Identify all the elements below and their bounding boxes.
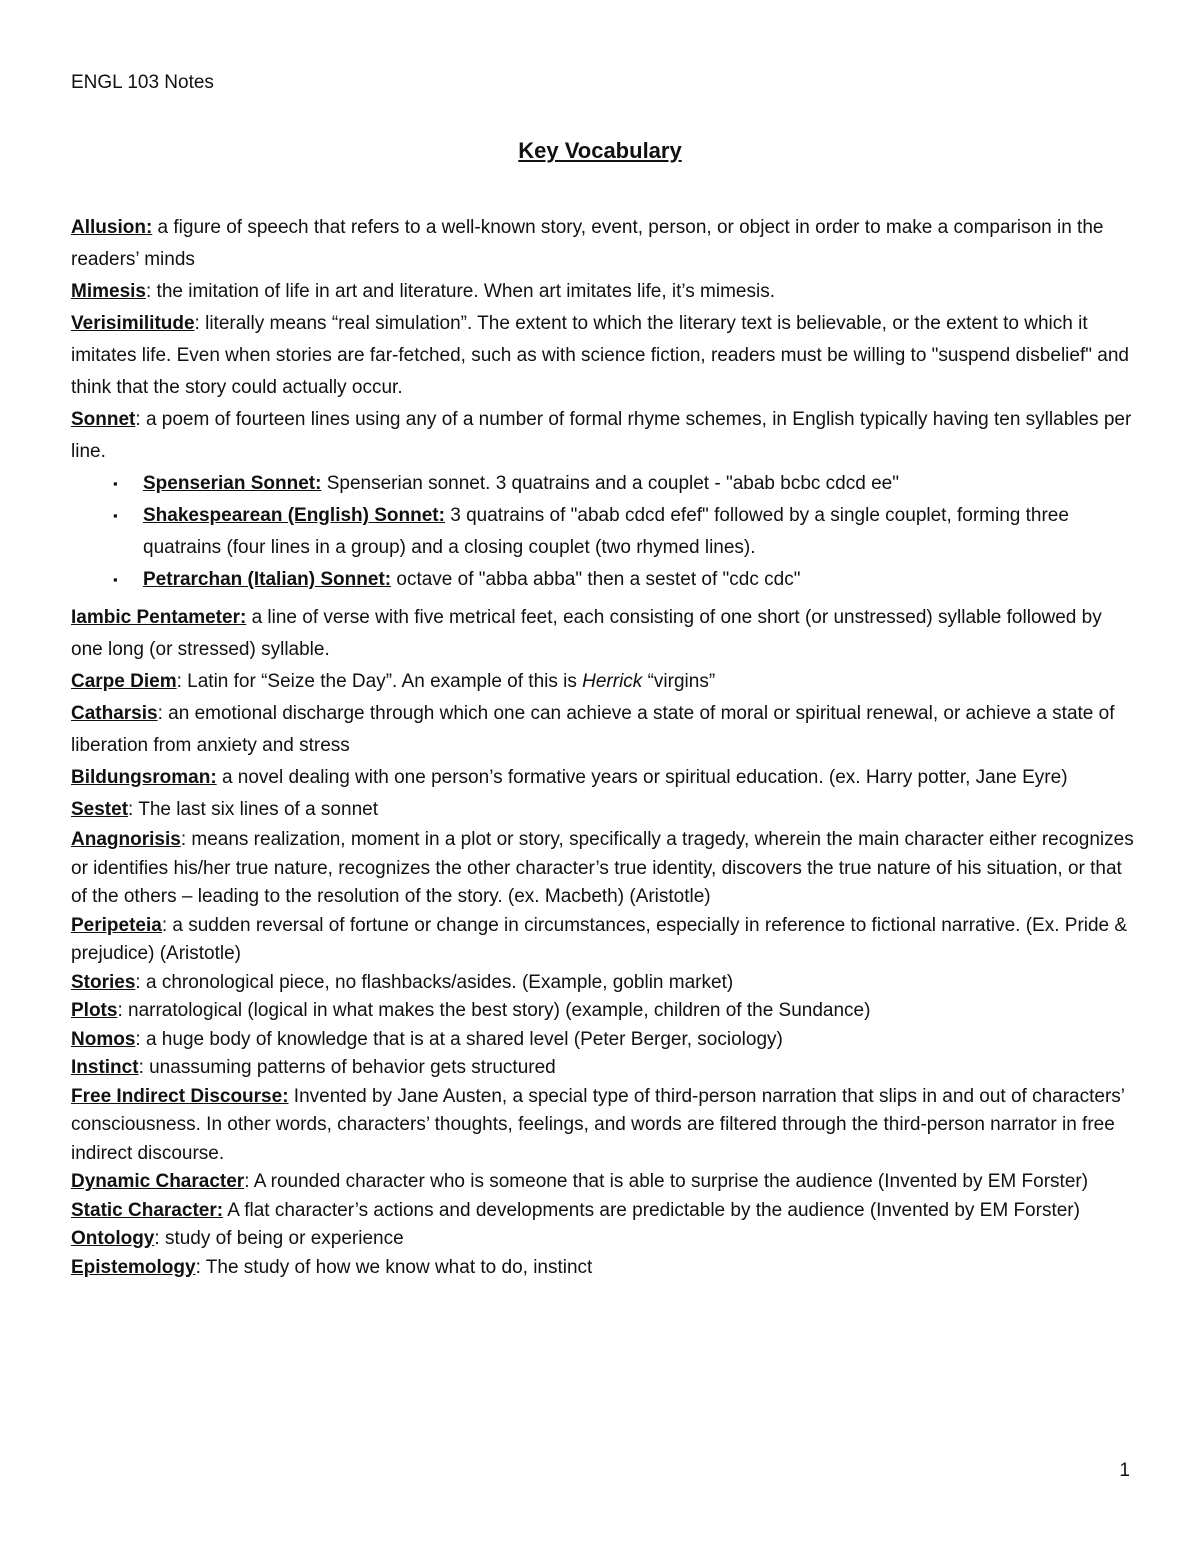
vocab-definition: Invented by Jane Austen, a special type of third-person narration that slips in and out of characters’ consciousness. In other words, characters’ thoughts, feelings, and words are filtered through the third-person narrator in free indirect discourse. bbox=[71, 1085, 1125, 1164]
vocab-entry-sestet bbox=[71, 794, 1136, 826]
vocab-entry-bildungsroman bbox=[71, 762, 1136, 794]
vocab-entry-instinct bbox=[71, 1054, 1136, 1083]
vocabulary-list bbox=[71, 212, 1136, 1282]
list-item bbox=[113, 500, 1136, 564]
vocab-entry-dynamic-character bbox=[71, 1168, 1136, 1197]
sonnet-types-list bbox=[71, 468, 1136, 596]
vocab-term: Ontology bbox=[71, 1228, 155, 1249]
vocab-definition: : Latin for “Seize the Day”. An example of this is bbox=[176, 671, 583, 692]
vocab-term: Allusion: bbox=[71, 217, 153, 238]
vocab-term: Peripeteia bbox=[71, 914, 162, 936]
vocab-definition: : A rounded character who is someone that is able to surprise the audience (Invented by EM Forster) bbox=[244, 1171, 1089, 1192]
vocab-definition: : The last six lines of a sonnet bbox=[128, 799, 378, 820]
vocab-entry-mimesis bbox=[71, 276, 1136, 308]
vocab-entry-anagnorisis bbox=[71, 826, 1136, 912]
vocab-term: Carpe Diem bbox=[71, 671, 177, 692]
vocab-entry-iambic-pentameter bbox=[71, 602, 1136, 666]
vocab-definition: A flat character’s actions and developments are predictable by the audience (Invented by EM Forster) bbox=[223, 1199, 1080, 1221]
vocab-term: Epistemology bbox=[71, 1256, 196, 1278]
square-bullet-icon: ▪ bbox=[113, 476, 118, 491]
vocab-term: Anagnorisis bbox=[71, 829, 181, 850]
vocab-definition: : the imitation of life in art and literature. When art imitates life, it’s mimesis. bbox=[145, 281, 775, 302]
vocab-entry-carpe-diem bbox=[71, 666, 1136, 698]
vocab-entry-static-character bbox=[71, 1197, 1136, 1226]
vocab-term: Spenserian Sonnet: bbox=[143, 473, 322, 494]
vocab-entry-sonnet bbox=[71, 404, 1136, 468]
page-title: Key Vocabulary bbox=[518, 138, 682, 163]
vocab-entry-ontology bbox=[71, 1225, 1136, 1254]
vocab-definition: : study of being or experience bbox=[154, 1228, 404, 1249]
list-item bbox=[113, 564, 1136, 596]
vocab-term: Dynamic Character bbox=[71, 1171, 245, 1192]
vocab-definition: : narratological (logical in what makes the best story) (example, children of the Sundance) bbox=[117, 1000, 871, 1021]
vocab-definition: 3 quatrains of "abab cdcd efef" followed by a single couplet, forming three quatrains (four lines in a group) and a closing couplet (two rhymed lines). bbox=[143, 505, 1069, 558]
vocab-entry-allusion bbox=[71, 212, 1136, 276]
vocab-term: Petrarchan (Italian) Sonnet: bbox=[143, 569, 392, 590]
square-bullet-icon: ▪ bbox=[113, 572, 118, 587]
vocab-definition: octave of "abba abba" then a sestet of "cdc cdc" bbox=[391, 569, 801, 590]
vocab-term: Shakespearean (English) Sonnet: bbox=[143, 505, 445, 526]
vocab-entry-verisimilitude bbox=[71, 308, 1136, 404]
vocab-term: Static Character: bbox=[71, 1199, 224, 1221]
vocab-definition: Spenserian sonnet. 3 quatrains and a couplet - "abab bcbc cdcd ee" bbox=[321, 473, 899, 494]
vocab-term: Plots bbox=[71, 1000, 118, 1021]
vocab-definition: : an emotional discharge through which one can achieve a state of moral or spiritual renewal, or achieve a state of liberation from anxiety and stress bbox=[71, 703, 1115, 756]
document-header: ENGL 103 Notes bbox=[71, 72, 214, 93]
vocab-term: Catharsis bbox=[71, 703, 158, 724]
vocab-term: Sonnet bbox=[71, 409, 136, 430]
vocab-definition: : a poem of fourteen lines using any of a number of formal rhyme schemes, in English typically having ten syllables per line. bbox=[71, 409, 1132, 462]
vocab-term: Instinct bbox=[71, 1057, 139, 1078]
vocab-entry-plots bbox=[71, 997, 1136, 1026]
vocab-term: Mimesis bbox=[71, 281, 146, 302]
vocab-entry-nomos bbox=[71, 1026, 1136, 1055]
vocab-definition: : The study of how we know what to do, instinct bbox=[195, 1256, 593, 1278]
vocab-definition: : a huge body of knowledge that is at a shared level (Peter Berger, sociology) bbox=[135, 1028, 783, 1050]
vocab-italic-author: Herrick bbox=[582, 671, 643, 692]
vocab-entry-stories bbox=[71, 969, 1136, 998]
vocab-term: Free Indirect Discourse: bbox=[71, 1085, 289, 1107]
vocab-entry-peripeteia bbox=[71, 912, 1136, 969]
vocab-definition: : means realization, moment in a plot or story, specifically a tragedy, wherein the main character either recognizes or identifies his/her true nature, recognizes the other character’s true identity, discovers the true nature of his situation, or that of the others – leading to the resolution of the story. (ex. Macbeth) (Aristotle) bbox=[71, 829, 1134, 907]
vocab-term: Nomos bbox=[71, 1028, 136, 1050]
page-number: 1 bbox=[1119, 1460, 1130, 1481]
vocab-definition: a figure of speech that refers to a well-known story, event, person, or object in order to make a comparison in the readers’ minds bbox=[71, 217, 1104, 270]
vocab-entry-free-indirect-discourse bbox=[71, 1083, 1136, 1169]
vocab-definition-end: “virgins” bbox=[642, 671, 716, 692]
vocab-term: Stories bbox=[71, 971, 136, 993]
vocab-term: Bildungsroman: bbox=[71, 767, 217, 788]
vocab-definition: : literally means “real simulation”. The extent to which the literary text is believable, or the extent to which it imitates life. Even when stories are far-fetched, such as with science fiction, readers must be willing to "suspend disbelief" and think that the story could actually occur. bbox=[71, 313, 1129, 398]
square-bullet-icon: ▪ bbox=[113, 508, 118, 523]
vocab-entry-catharsis bbox=[71, 698, 1136, 762]
vocab-entry-epistemology bbox=[71, 1254, 1136, 1283]
vocab-definition: : unassuming patterns of behavior gets structured bbox=[138, 1057, 556, 1078]
vocab-definition: : a sudden reversal of fortune or change in circumstances, especially in reference to fictional narrative. (Ex. Pride & prejudice) (Aristotle) bbox=[71, 914, 1128, 964]
vocab-term: Iambic Pentameter: bbox=[71, 607, 247, 628]
vocab-definition: a line of verse with five metrical feet, each consisting of one short (or unstressed) syllable followed by one long (or stressed) syllable. bbox=[71, 607, 1102, 660]
vocab-term: Sestet bbox=[71, 799, 129, 820]
list-item bbox=[113, 468, 1136, 500]
vocab-term: Verisimilitude bbox=[71, 313, 195, 334]
vocab-definition: a novel dealing with one person’s formative years or spiritual education. (ex. Harry potter, Jane Eyre) bbox=[216, 767, 1068, 788]
vocab-definition: : a chronological piece, no flashbacks/asides. (Example, goblin market) bbox=[135, 971, 734, 993]
